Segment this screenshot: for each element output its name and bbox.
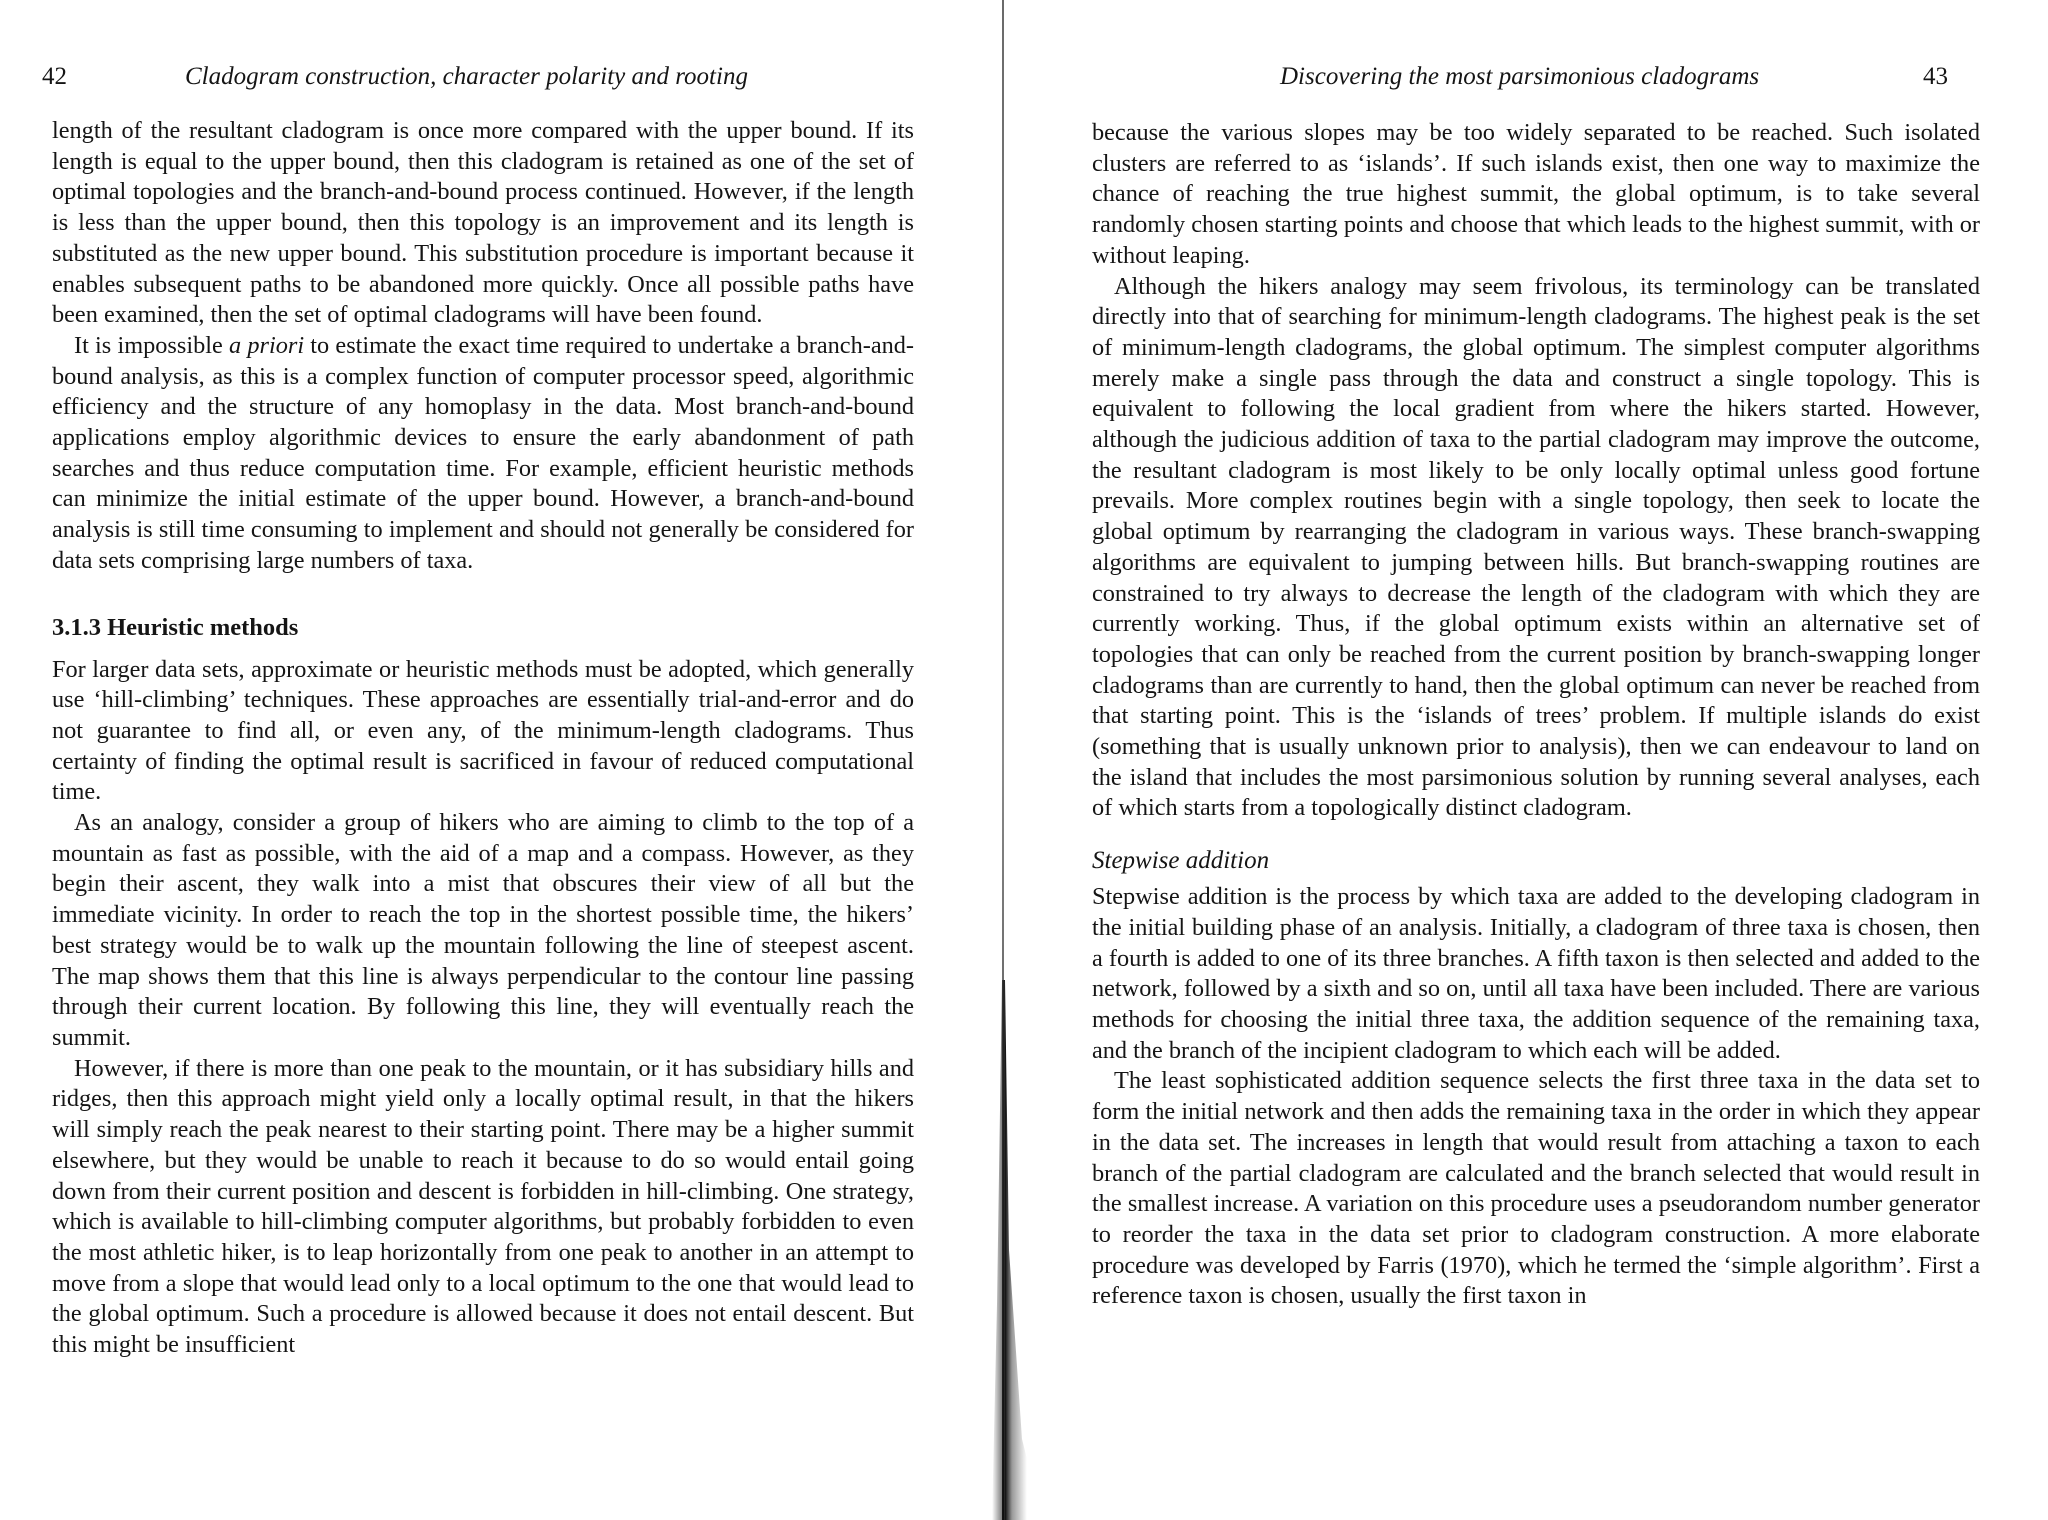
text-run: because the various slopes may be too widely separated to be reached. Such isolated clusters are referred to as ‘islands’. If such islands exist, then one way to maximize the chance of reaching the true highest summit, the global optimum, is to take several randomly chosen starting points and choose that which leads to the highest summit, with or without leaping. [1092, 119, 1980, 269]
text-run: The least sophisticated addition sequence selects the first three taxa in the data set to form the initial network and then adds the remaining taxa in the order in which they appear in the data set. The increases in length that would result from attaching a taxon to each branch of the partial cladogram are calculated and the branch selected that would result in the smallest increase. A variation on this procedure uses a pseudorandom number generator to reorder the taxa in the data set prior to cladogram construction. A more elaborate procedure was developed by Farris (1970), which he termed the ‘simple algorithm’. First a reference taxon is chosen, usually the first taxon in [1092, 1067, 1980, 1310]
paragraph [52, 116, 914, 331]
paragraph [52, 655, 914, 809]
page-number: 42 [42, 63, 67, 90]
running-head: Discovering the most parsimonious cladograms [1280, 63, 1760, 90]
paragraph [52, 331, 914, 577]
paragraph [1092, 1066, 1980, 1312]
text-run: For larger data sets, approximate or heuristic methods must be adopted, which generally use ‘hill-climbing’ techniques. These approaches are essentially trial-and-error and do not guarantee to find all, or even any, of the minimum-length cladograms. Thus certainty of finding the optimal result is sacrificed in favour of reduced computational time. [52, 655, 914, 806]
paragraphs-before-heading [52, 116, 914, 577]
text-run: However, if there is more than one peak to the mountain, or it has subsidiary hills and ridges, then this approach might yield only a locally optimal result, in that the hikers will simply reach the peak nearest to their starting point. There may be a higher summit elsewhere, but they would be unable to reach it because to do so would entail going down from their current position and descent is forbidden in hill-climbing. One strategy, which is available to hill-climbing computer algorithms, but probably forbidden to even the most athletic hiker, is to leap horizontally from one peak to another in an attempt to move from a slope that would lead only to a local optimum to the one that would lead to the global optimum. Such a procedure is allowed because it does not entail descent. But this might be insufficient [52, 1054, 914, 1359]
paragraphs-after-heading [1092, 882, 1980, 1312]
page-number: 43 [1923, 63, 1948, 90]
text-run: length of the resultant cladogram is once more compared with the upper bound. If its length is equal to the upper bound, then this cladogram is retained as one of the set of optimal topologies and the branch-and-bound process continued. However, if the length is less than the upper bound, then this topology is an improvement and its length is substituted as the new upper bound. This substitution procedure is important because it enables subsequent paths to be abandoned more quickly. Once all possible paths have been examined, then the set of optimal cladograms will have been found. [52, 117, 914, 329]
right-page [1010, 0, 2048, 1520]
left-page [0, 0, 1010, 1520]
text-run: As an analogy, consider a group of hikers who are aiming to climb to the top of a mountain as fast as possible, with the aid of a map and a compass. However, as they begin their ascent, they walk into a mist that obscures their view of all but the immediate vicinity. In order to reach the top in the shortest possible time, the hikers’ best strategy would be to walk up the mountain following the line of steepest ascent. The map shows them that this line is always perpendicular to the contour line passing through their current location. By following this line, they will eventually reach the summit. [52, 809, 914, 1051]
text-run: Although the hikers analogy may seem frivolous, its terminology can be translated directly into that of searching for minimum-length cladograms. The highest peak is the set of minimum-length cladograms, the global optimum. The simplest computer algorithms merely make a single pass through the data and construct a single topology. This is equivalent to following the local gradient from where the hikers started. However, although the judicious addition of taxa to the partial cladogram may improve the outcome, the resultant cladogram is most likely to be only locally optimal unless good fortune prevails. More complex routines begin with a single topology, then seek to locate the global optimum by rearranging the cladogram in various ways. These branch-swapping algorithms are equivalent to jumping between hills. But branch-swapping routines are constrained to try always to decrease the length of the cladogram with which they are currently working. Thus, if the global optimum exists within an alternative set of topologies that can only be reached from the current position by branch-swapping longer cladograms than are currently to hand, then the global optimum can never be reached from that starting point. This is the ‘islands of trees’ problem. If multiple islands do exist (something that is usually unknown prior to analysis), then we can endeavour to land on the island that includes the most parsimonious solution by running several analyses, each of which starts from a topologically distinct cladogram. [1092, 272, 1980, 822]
text-run: It is impossible [74, 331, 229, 359]
text-run: Stepwise addition is the process by which taxa are added to the developing cladogram in the initial building phase of an analysis. Initially, a cladogram of three taxa is chosen, then a fourth is added to one of its three branches. A fifth taxon is then selected and added to the network, followed by a sixth and so on, until all taxa have been included. There are various methods for choosing the initial three taxa, the addition sequence of the remaining taxa, and the branch of the incipient cladogram to which each will be added. [1092, 883, 1980, 1064]
running-head: Cladogram construction, character polarity and rooting [185, 63, 748, 90]
text-run: to estimate the exact time required to undertake a branch-and-bound analysis, as this is a complex function of computer processor speed, algorithmic efficiency and the structure of any homoplasy in the data. Most branch-and-bound applications employ algorithmic devices to ensure the early abandonment of path searches and thus reduce computation time. For example, efficient heuristic methods can minimize the initial estimate of the upper bound. However, a branch-and-bound analysis is still time consuming to implement and should not generally be considered for data sets comprising large numbers of taxa. [52, 331, 914, 574]
paragraph [1092, 118, 1980, 272]
body-text [1092, 118, 1980, 1312]
paragraph [52, 808, 914, 1054]
body-text [52, 116, 914, 1361]
paragraphs-after-heading [52, 655, 914, 1361]
sub-heading: Stepwise addition [1092, 847, 1270, 875]
paragraph [1092, 272, 1980, 825]
section-heading: 3.1.3 Heuristic methods [52, 613, 299, 641]
paragraphs-before-heading [1092, 118, 1980, 824]
paragraph [1092, 882, 1980, 1066]
italic-text: a priori [229, 331, 305, 359]
paragraph [52, 1054, 914, 1361]
